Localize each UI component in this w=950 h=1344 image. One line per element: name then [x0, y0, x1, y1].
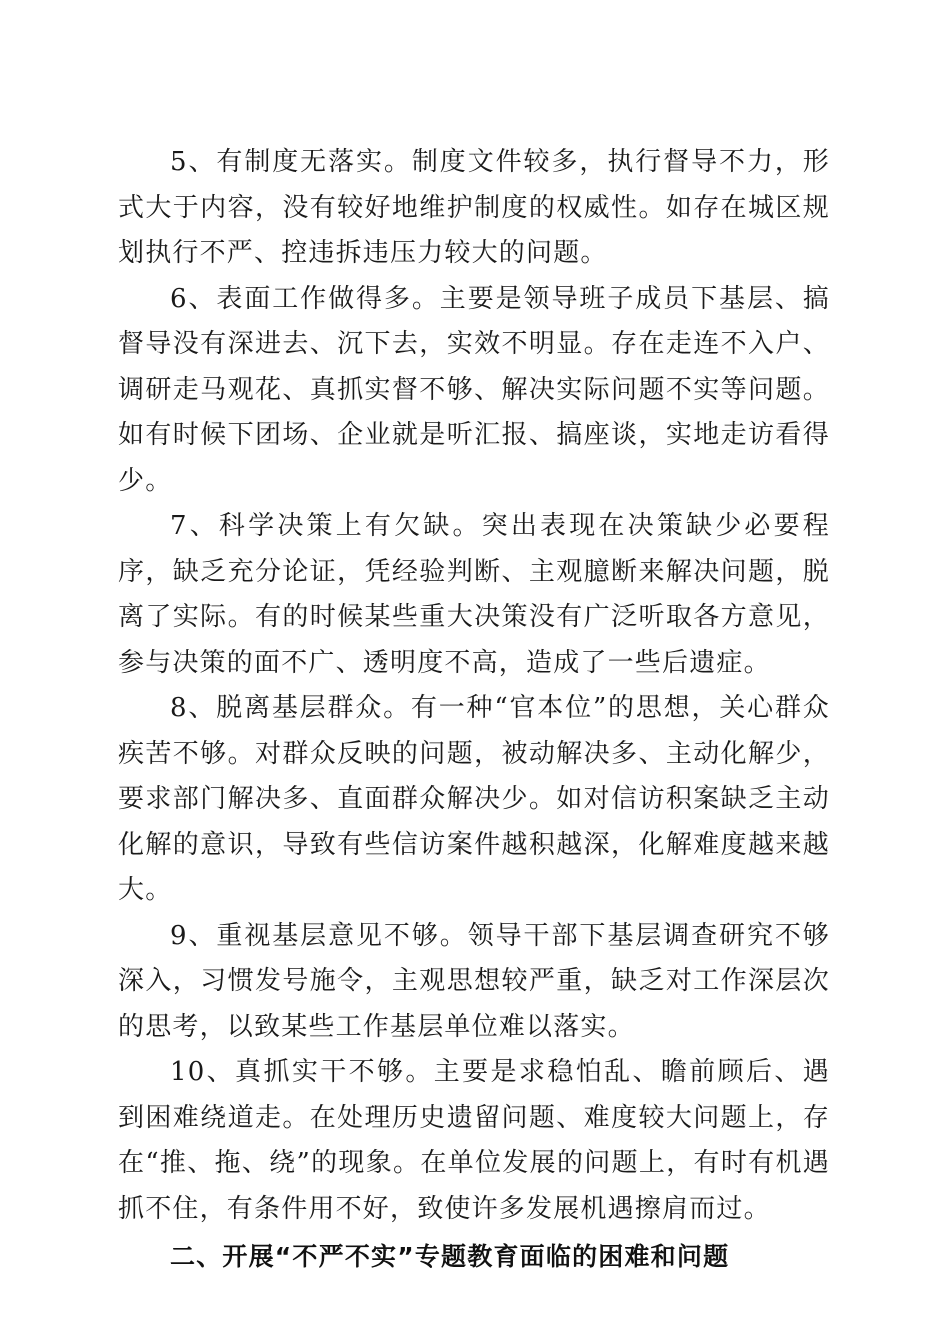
- paragraph-item-7: 7、科学决策上有欠缺。突出表现在决策缺少必要程序，缺乏充分论证，凭经验判断、主观臆断来解决问题，脱离了实际。有的时候某些重大决策没有广泛听取各方意见，参与决策的面不广、透明度不高，造成了一些后遗症。: [118, 511, 830, 678]
- paragraph-item-5: 5、有制度无落实。制度文件较多，执行督导不力，形式大于内容，没有较好地维护制度的权威性。如存在城区规划执行不严、控违拆违压力较大的问题。: [118, 147, 830, 268]
- paragraph-item-6: 6、表面工作做得多。主要是领导班子成员下基层、搞督导没有深进去、沉下去，实效不明显。存在走连不入户、调研走马观花、真抓实督不够、解决实际问题不实等问题。如有时候下团场、企业就是听汇报、搞座谈，实地走访看得少。: [118, 283, 830, 496]
- section-heading: 二、开展“不严不实”专题教育面临的困难和问题: [170, 1242, 730, 1271]
- paragraph-item-8: 8、脱离基层群众。有一种“官本位”的思想，关心群众疾苦不够。对群众反映的问题，被动解决多、主动化解少，要求部门解决多、直面群众解决少。如对信访积案缺乏主动化解的意识，导致有些信访案件越积越深，化解难度越来越大。: [118, 693, 830, 905]
- document-body: [118, 140, 830, 1279]
- paragraph-item-9: 9、重视基层意见不够。领导干部下基层调查研究不够深入，习惯发号施令，主观思想较严重，缺乏对工作深层次的思考，以致某些工作基层单位难以落实。: [118, 920, 830, 1042]
- paragraph-item-10: 10、真抓实干不够。主要是求稳怕乱、瞻前顾后、遇到困难绕道走。在处理历史遗留问题、难度较大问题上，存在“推、拖、绕”的现象。在单位发展的问题上，有时有机遇抓不住，有条件用不好，致使许多发展机遇擦肩而过。: [118, 1057, 830, 1224]
